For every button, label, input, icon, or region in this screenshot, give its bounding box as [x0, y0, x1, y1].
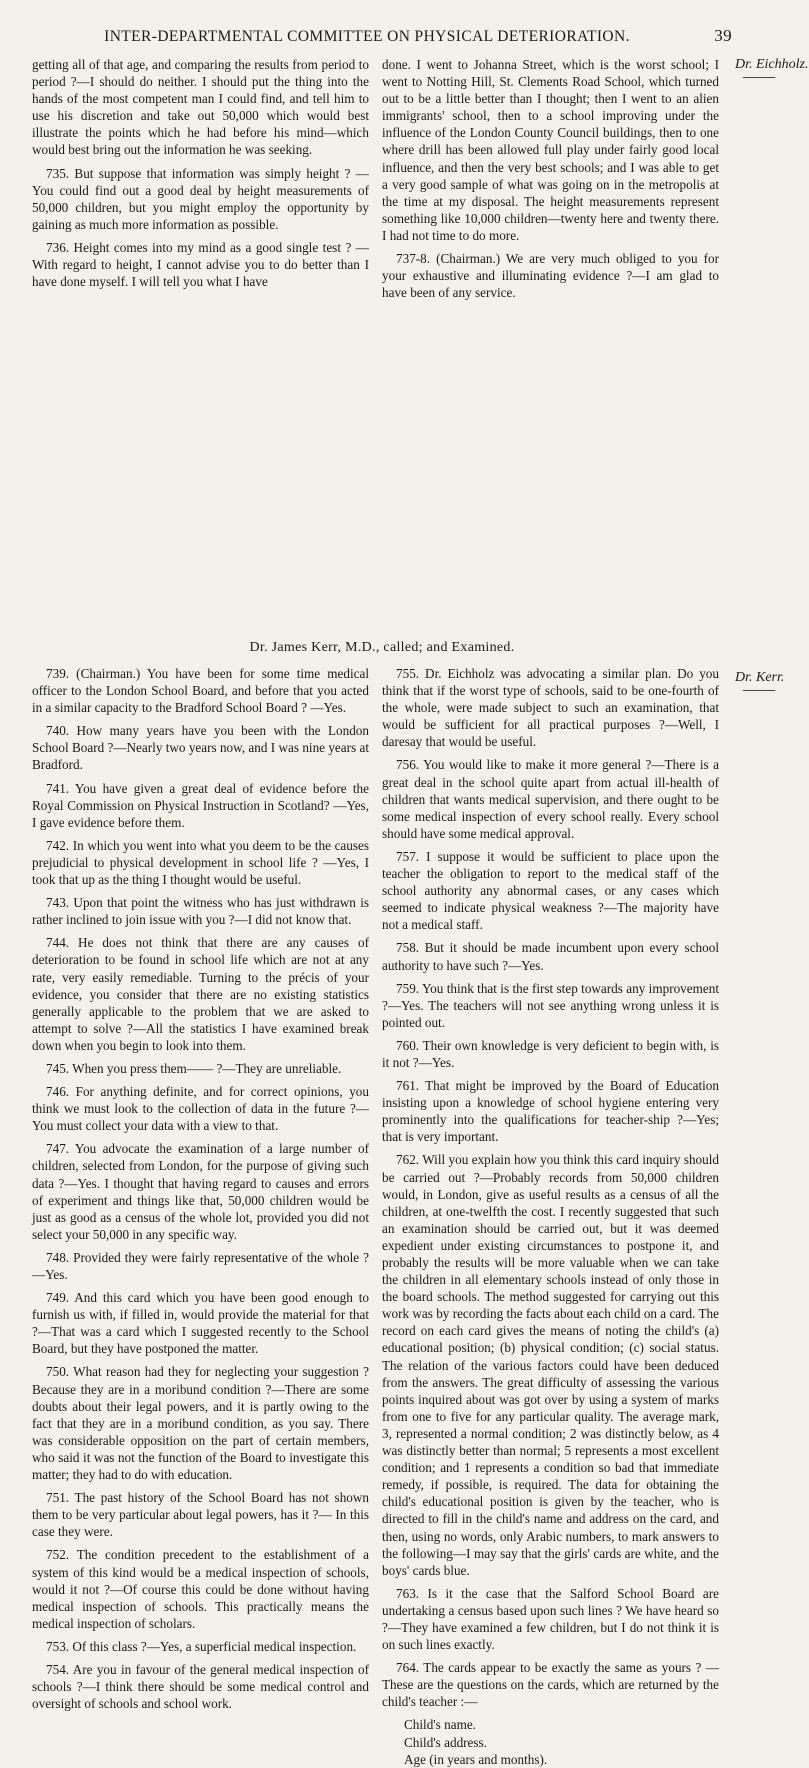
margin-note-text: Dr. Eichholz. [735, 57, 809, 72]
witness-heading: Dr. James Kerr, M.D., called; and Examined. [249, 640, 515, 655]
paragraph-760: 760. Their own knowledge is very deficient to begin with, is it not ?—Yes. [382, 1037, 719, 1070]
paragraph-749: 749. And this card which you have been good enough to furnish us with, if filled in, would provide the material for that ?—That was a card which I suggested recently to the School Board, but they have postponed the matter. [32, 1290, 369, 1357]
paragraph-752: 752. The condition precedent to the establishment of a system of this kind would be a medical inspection of schools, would it not ?—Of course this could be done without having medical inspection of schools. This practically means the medical inspection of scholars. [32, 1547, 369, 1631]
running-title: INTER-DEPARTMENTAL COMMITTEE ON PHYSICAL DETERIORATION. [104, 28, 630, 45]
paragraph-756: 756. You would like to make it more general ?—There is a great deal in the school quite apart from actual ill-health of children that wants medical supervision, and there ought to be some medical inspection of every school really. Every school should have some medical approval. [382, 757, 719, 841]
card-field: Age (in years and months). [404, 1751, 548, 1767]
page-number: 39 [714, 26, 732, 45]
paragraph-751: 751. The past history of the School Board has not shown them to be very particular about legal powers, has it ?— In this case they were. [32, 1490, 369, 1540]
paragraph-755: 755. Dr. Eichholz was advocating a similar plan. Do you think that if the worst type of schools, said to be one-fourth of the whole, were made subject to such an examination, that would be sufficient for all practical purposes ?—Well, I daresay that would be useful. [382, 666, 719, 750]
paragraph: done. I went to Johanna Street, which is the worst school; I went to Notting Hill, St. Clements Road School, which turned out to be a little better than I thought; then I went to an alien immigrants' school, then to a school improving under the influence of the London County Council buildings, then to one where drill has been allowed full play under fairly good local influence, and then the very best schools; and I was able to get a very good sample of what was going on in the metropolis at the time at my disposal. The height measurements represent something like 10,000 children—twenty here and twenty there. I had not time to do more. [382, 57, 719, 243]
paragraph-745: 745. When you press them—— ?—They are unreliable. [46, 1060, 342, 1076]
paragraph-740: 740. How many years have you been with the London School Board ?—Nearly two years now, and I was nine years at Bradford. [32, 723, 369, 773]
paragraph-763: 763. Is it the case that the Salford School Board are undertaking a census based upon such lines ? We have heard so ?—They have examined a few children, but I do not think it is on such lines exactly. [382, 1585, 719, 1653]
right-column-bottom [382, 665, 719, 1768]
paragraph-739: 739. (Chairman.) You have been for some time medical officer to the London School Board, and before that you acted in a similar capacity to the Bradford School Board ? —Yes. [32, 666, 369, 716]
margin-note-witness-1 [735, 57, 809, 78]
paragraph-746: 746. For anything definite, and for correct opinions, you think we must look to the collection of data in the future ?—You must collect your data with a view to that. [32, 1084, 369, 1134]
paragraph-750: 750. What reason had they for neglecting your suggestion ? Because they are in a moribund condition ?—There are some doubts about their legal powers, and it is partly owing to the fact that they are in a moribund condition, as you say. There was considerable opposition on the part of certain members, who said it was not the function of the Board to investigate this matter; they had to do with education. [32, 1364, 369, 1483]
left-column-bottom [32, 665, 369, 1718]
paragraph-759: 759. You think that is the first step towards any improvement ?—Yes. The teachers will not see anything wrong unless it is pointed out. [382, 980, 719, 1030]
paragraph: getting all of that age, and comparing the results from period to period ?—I should do neither. I should put the thing into the hands of the most competent man I could find, and tell him to use his discretion and take out 50,000 which would best illustrate the points which he had before his mind—which would best bring out the information he was seeking. [32, 57, 369, 158]
paragraph-741: 741. You have given a great deal of evidence before the Royal Commission on Physical Instruction in Scotland? —Yes, I gave evidence before them. [32, 780, 369, 830]
paragraph-737-8: 737-8. (Chairman.) We are very much obliged to you for your exhaustive and illuminating evidence ?—I am glad to have been of any service. [382, 251, 719, 301]
paragraph-757: 757. I suppose it would be sufficient to place upon the teacher the obligation to report to the medical staff of the school authority any abnormal cases, or any cases which seemed to indicate physical weakness ?—The majority have not a medical staff. [382, 848, 719, 933]
left-column-top [32, 56, 369, 296]
paragraph-754: 754. Are you in favour of the general medical inspection of schools ?—I think there should be some medical control and oversight of schools and school work. [32, 1661, 369, 1712]
paragraph-736: 736. Height comes into my mind as a good single test ? —With regard to height, I cannot advise you to do better than I have done myself. I will tell you what I have [32, 239, 369, 290]
paragraph-744: 744. He does not think that there are any causes of deterioration to be found in school life which are not at any rate, very easily remediable. Turning to the précis of your evidence, you consider that there are no existing statistics generally applicable to the problem that we are asked to attempt to solve ?—All the statistics I have examined break down when you begin to look into them. [32, 935, 369, 1053]
paragraph-764: 764. The cards appear to be exactly the same as yours ? —These are the questions on the cards, which are returned by the child's teacher :— [382, 1660, 719, 1710]
page-header [32, 26, 732, 46]
paragraph-762: 762. Will you explain how you think this card inquiry should be carried out ?—Probably records from 50,000 children would, in London, give as useful results as a census of all the children, at one-twelfth the cost. I recently suggested that such an examination should be carried out, but it was deemed expedient under existing circumstances to postpone it, and probably the results will be more valuable when we can take the children in all elementary schools instead of only those in the board schools. The method suggested for carrying out this work was by recording the facts about each child on a card. The record on each card gives the means of noting the child's (a) educational position; (b) physical condition; (c) social status. The relation of the various factors could have been deduced from the answers. The great difficulty of assessing the various points inquired about was got over by using a system of marks from one to five for any particular quality. The average mark, 3, represented a normal condition; 2 was distinctly below, as 4 was distinctly better than normal; 5 represents a most excellent condition; and 1 represents a condition so bad that immediate remedy, if possible, is required. The data for obtaining the child's educational position is given by the teacher, who is directed to fill in the child's name and address on the card, and then, using no words, only Arabic numbers, to mark answers to the following—I may say that the girls' cards are white, and the boys' cards blue. [382, 1152, 720, 1578]
paragraph-758: 758. But it should be made incumbent upon every school authority to have such ?—Yes. [382, 940, 719, 973]
margin-note-text: Dr. Kerr. [735, 670, 785, 685]
margin-note-witness-2 [735, 670, 801, 691]
margin-rule [743, 690, 775, 691]
paragraph-743: 743. Upon that point the witness who has just withdrawn is rather inclined to join issue with you ?—I did not know that. [32, 895, 369, 928]
paragraph-742: 742. In which you went into what you deem to be the causes prejudicial to physical development in school life ? —Yes, I took that up as the thing I thought would be useful. [32, 837, 369, 888]
margin-rule [743, 77, 775, 78]
paragraph-748: 748. Provided they were fairly representative of the whole ?—Yes. [32, 1249, 369, 1282]
card-field: Child's address. [404, 1734, 487, 1750]
paragraph-735: 735. But suppose that information was simply height ? —You could find out a good deal by height measurements of 50,000 children, but you might employ the opportunity by gaining as much more information as possible. [32, 165, 369, 232]
paragraph-747: 747. You advocate the examination of a large number of children, selected from London, for the purpose of giving such data ?—Yes. I thought that having regard to causes and errors of experiment and things like that, 50,000 children would be just as good as a census of the whole lot, provided you did not select your 50,000 in any specific way. [32, 1141, 369, 1242]
right-column-top [382, 56, 719, 307]
paragraph-761: 761. That might be improved by the Board of Education insisting upon a knowledge of school hygiene entering very prominently into the qualifications for teacher-ship ?—Yes; that is very important. [382, 1078, 719, 1145]
paragraph-753: 753. Of this class ?—Yes, a superficial medical inspection. [46, 1638, 357, 1654]
card-field: Child's name. [404, 1717, 476, 1733]
